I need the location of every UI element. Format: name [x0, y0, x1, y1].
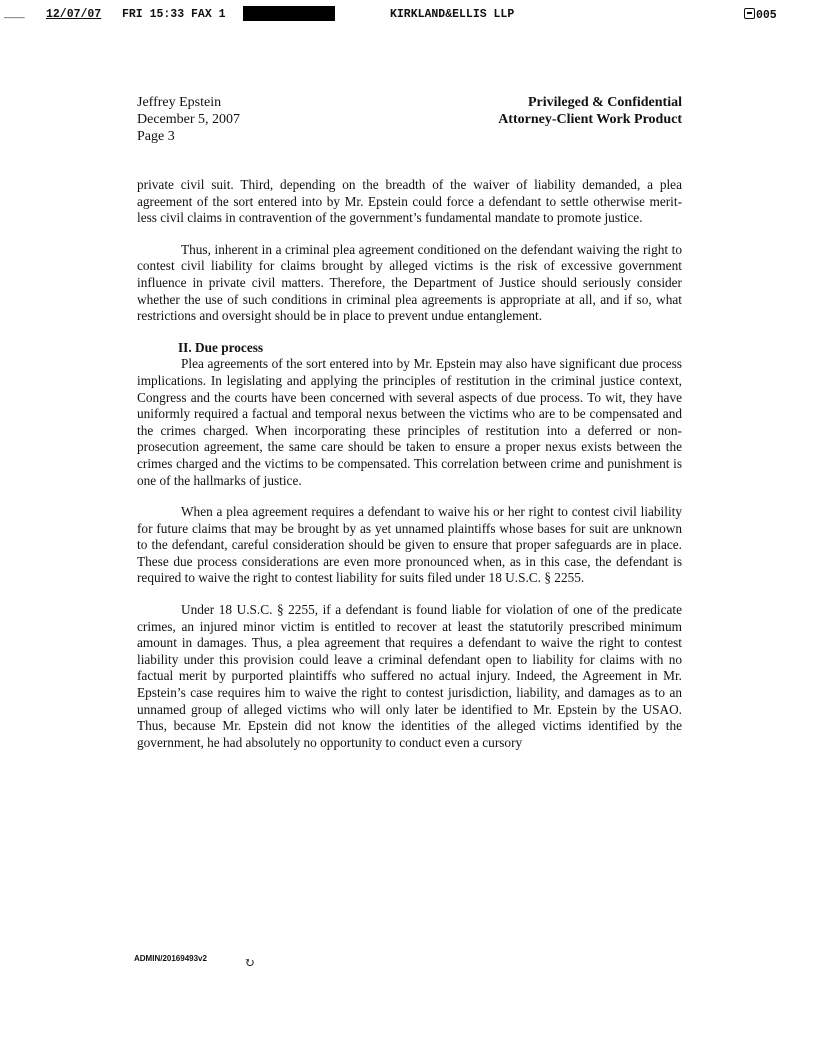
recipient-name: Jeffrey Epstein — [137, 95, 222, 110]
fax-leading-mark: ___ — [4, 8, 25, 21]
scan-mark-icon: ↻ — [244, 955, 255, 970]
paragraph-3: Plea agreements of the sort entered into by Mr. Epstein may also have significant due process implications. In legislating and applying the principles of restitution in the criminal justice context, Congress and the courts have been concerned with several aspects of due process. To wit, they have uniformly required a factual and temporal nexus between the victims who are to be compensated and the crimes charged. When incorporating these principles of restitution into a deferred or non-prosecution agreement, the same care should be taken to ensure a proper nexus exists between the crimes charged and the victims to be compensated. This correlation between crime and punishment is one of the hallmarks of justice. — [137, 356, 682, 488]
paragraph-4: When a plea agreement requires a defendant to waive his or her right to contest civil liability for future claims that may be brought by as yet unnamed plaintiffs whose bases for suit are unknown to the defendant, careful consideration should be given to ensure that proper safeguards are in place. These due process considerations are even more pronounced when, as in this case, the defendant is required to waive the right to contest liability for suits filed under 18 U.S.C. § 2255. — [137, 504, 682, 586]
page-label: Page 3 — [137, 129, 175, 144]
confidentiality-line-2: Attorney-Client Work Product — [498, 112, 682, 127]
fax-page-icon — [744, 8, 755, 19]
letter-body — [137, 177, 682, 766]
letter-date: December 5, 2007 — [137, 112, 241, 127]
document-id: ADMIN/20169493v2 — [134, 954, 207, 963]
fax-page-number — [744, 8, 777, 22]
paragraph-2: Thus, inherent in a criminal plea agreement conditioned on the defendant waiving the right to contest civil liability for claims brought by alleged victims is the risk of excessive government influence in private civil matters. Therefore, the Department of Justice should seriously consider whether the use of such conditions in criminal plea agreements is appropriate at all, and if so, what restrictions and oversight should be in place to prevent undue entanglement. — [137, 241, 682, 324]
fax-day-time: FRI 15:33 FAX 1 — [122, 8, 226, 21]
confidentiality-line-1: Privileged & Confidential — [528, 95, 682, 110]
confidentiality-label — [498, 94, 682, 128]
paragraph-1: private civil suit. Third, depending on the breadth of the waiver of liability demanded, a plea agreement of the sort entered into by Mr. Epstein could force a defendant to settle otherwise merit-less civil claims in contravention of the government’s fundamental mandate to promote justice. — [137, 177, 682, 226]
letter-recipient-block — [137, 94, 240, 145]
fax-sender-firm: KIRKLAND&ELLIS LLP — [390, 8, 515, 21]
fax-date: 12/07/07 — [46, 8, 102, 21]
redaction-bar — [243, 6, 335, 21]
fax-page-value: 005 — [756, 9, 777, 22]
section-heading-due-process: II. Due process — [178, 339, 264, 355]
fax-header — [0, 0, 816, 30]
paragraph-5: Under 18 U.S.C. § 2255, if a defendant is found liable for violation of one of the predicate crimes, an injured minor victim is entitled to recover at least the statutorily prescribed minimum amount in damages. Thus, a plea agreement that requires a defendant to waive the right to contest liability under this provision could leave a criminal defendant open to liability for claims with no factual merit by purported plaintiffs who suffered no actual injury. Indeed, the Agreement in Mr. Epstein’s case requires him to waive the right to contest jurisdiction, liability, and damages as to an unnamed group of alleged victims who will only later be identified to Mr. Epstein by the USAO. Thus, because Mr. Epstein did not know the identities of the alleged victims identified by the government, he had absolutely no opportunity to conduct even a cursory — [137, 602, 682, 750]
